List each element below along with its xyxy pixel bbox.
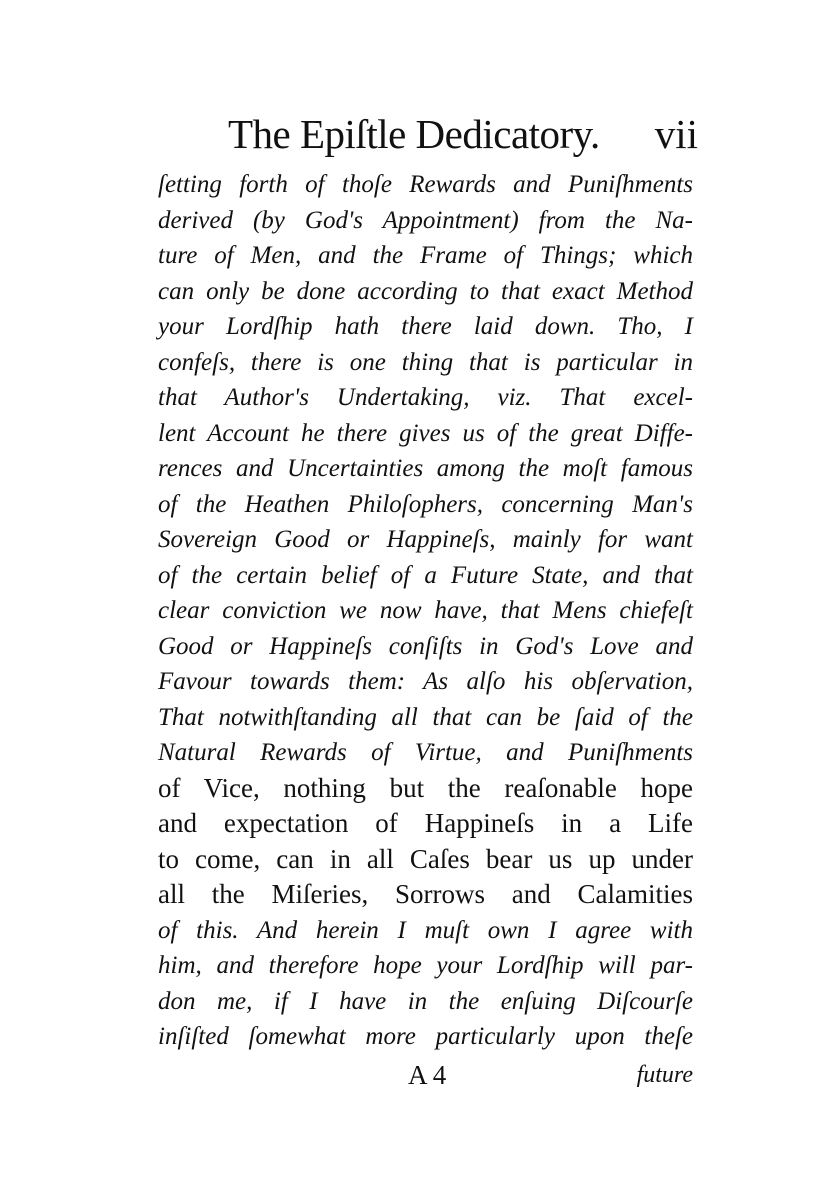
text-line: and expectation of Happineſs in a Life — [158, 808, 693, 838]
text-line: Favour towards them: As alſo his obſervation, — [158, 668, 693, 695]
text-line: ture of Men, and the Frame of Things; which — [158, 242, 693, 269]
text-line: don me, if I have in the enſuing Diſcourſe — [158, 987, 693, 1015]
running-title: The Epiſtle Dedicatory. — [228, 111, 600, 157]
text-line: of the Heathen Philoſophers, concerning Man's — [158, 490, 693, 518]
text-line: inſiſted ſomewhat more particularly upon theſe — [158, 1023, 693, 1050]
page-number: vii — [654, 111, 698, 157]
text-line: of this. And herein I muſt own I agree with — [158, 916, 693, 944]
catchword: future — [636, 1061, 693, 1088]
text-line: Good or Happineſs conſiſts in God's Love and — [158, 632, 693, 660]
text-line: clear conviction we now have, that Mens chiefeſt — [158, 597, 693, 624]
text-line: ſetting forth of thoſe Rewards and Puniſhments — [158, 171, 693, 198]
body-text — [158, 167, 693, 1095]
text-line: to come, can in all Caſes bear us up under — [158, 843, 693, 874]
text-line: can only be done according to that exact Method — [158, 277, 693, 305]
text-line: That notwithſtanding all that can be ſaid of the — [158, 703, 693, 731]
signature-mark: A 4 — [408, 1059, 447, 1090]
text-line: of Vice, nothing but the reaſonable hope — [158, 772, 693, 803]
text-line: that Author's Undertaking, viz. That excel- — [158, 384, 693, 411]
text-line: Natural Rewards of Virtue, and Puniſhments — [158, 739, 693, 766]
text-line: him, and therefore hope your Lordſhip will par- — [158, 952, 693, 979]
text-line: rences and Uncertainties among the moſt famous — [158, 455, 693, 482]
text-line: lent Account he there gives us of the great Diffe- — [158, 419, 693, 447]
running-head — [228, 106, 698, 162]
text-line: derived (by God's Appointment) from the Na- — [158, 206, 693, 234]
text-line: your Lordſhip hath there laid down. Tho, I — [158, 313, 693, 340]
text-line: Sovereign Good or Happineſs, mainly for want — [158, 526, 693, 553]
page-footer — [158, 1055, 693, 1095]
text-line: of the certain belief of a Future State, and that — [158, 561, 693, 589]
text-line: all the Miſeries, Sorrows and Calamities — [158, 879, 693, 909]
text-line: confeſs, there is one thing that is particular in — [158, 348, 693, 376]
